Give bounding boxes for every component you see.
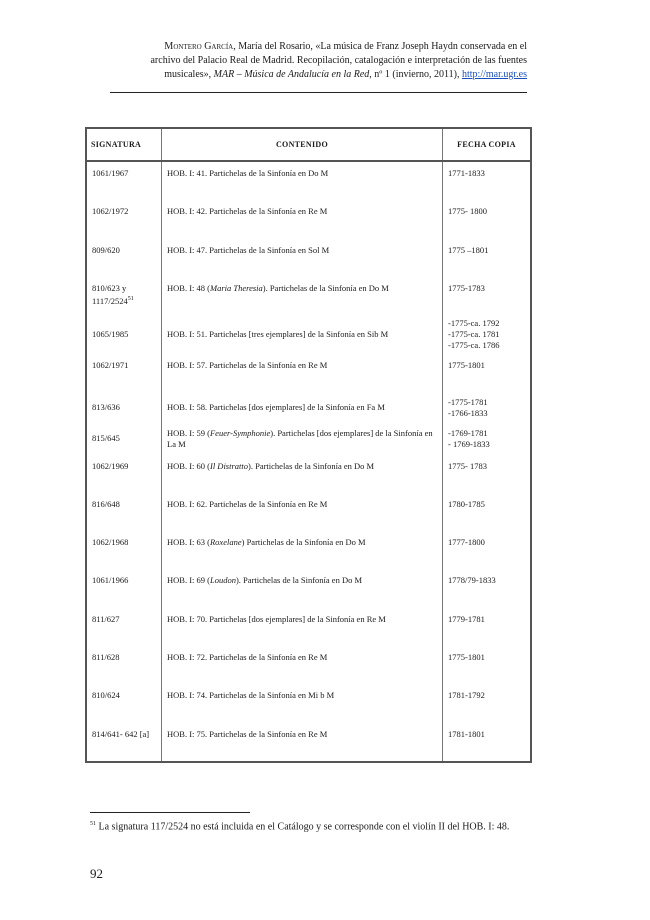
page-number: 92 (90, 866, 103, 881)
cell-signatura: 810/623 y 1117/2524$^{51}$ (87, 277, 162, 315)
cell-contenido: HOB. I: 57. Partichelas de la Sinfonía en Re M (162, 354, 443, 392)
table-row (87, 315, 530, 353)
cell-contenido: HOB. I: 70. Partichelas [dos ejemplares] de la Sinfonía en Re M (162, 608, 443, 646)
cell-contenido: HOB. I: 72. Partichelas de la Sinfonía en Re M (162, 646, 443, 684)
cell-fecha-copia: 1777-1800 (448, 537, 485, 548)
header-rule (110, 92, 527, 93)
cell-signatura: 811/627 (87, 608, 162, 646)
cell-contenido: HOB. I: 51. Partichelas [tres ejemplares] de la Sinfonía en Sib M (162, 315, 443, 353)
table-row (87, 531, 530, 569)
header-line2: archivo del Palacio Real de Madrid. Recopilación, catalogación e interpretación de las fuentes (150, 55, 527, 66)
journal-link[interactable]: http://mar.ugr.es (462, 69, 527, 80)
cell-contenido: HOB. I: 41. Partichelas de la Sinfonía en Do M (162, 161, 443, 200)
cell-signatura: 816/648 (87, 493, 162, 531)
cell-contenido: HOB. I: 62. Partichelas de la Sinfonía en Re M (162, 493, 443, 531)
cell-signatura: 814/641- 642 [a] (87, 723, 162, 761)
header-journal: MAR – Música de Andalucía en la Red (213, 69, 370, 80)
cell-contenido: HOB. I: 63 (Roxelane) Partichelas de la Sinfonía en Do M (162, 531, 443, 569)
cell-fecha-copia: 1775- 1800 (448, 206, 487, 217)
cell-fecha-copia: 1771-1833 (448, 168, 485, 178)
symphony-nickname: Maria Theresia (209, 283, 263, 294)
cell-fecha-copia: 1775-1801 (448, 652, 485, 663)
table-header-row (87, 129, 530, 161)
cell-signatura: 1062/1968 (87, 531, 162, 569)
cell-contenido: HOB. I: 48 (Maria Theresia). Partichelas de la Sinfonía en Do M (162, 277, 443, 315)
cell-fecha-copia: 1778/79-1833 (448, 575, 496, 586)
footnote-ref: 51 (127, 296, 134, 303)
cell-contenido: HOB. I: 59 (Feuer-Symphonie). Partichelas [dos ejemplares] de la Sinfonía en La M (162, 423, 443, 454)
table-row (87, 423, 530, 454)
header-line1: , María del Rosario, «La música de Franz Joseph Haydn conservada en el (233, 41, 527, 52)
cell-fecha-copia: 1781-1792 (448, 690, 485, 701)
footnote-rule (90, 812, 250, 813)
header-author: Montero García (164, 41, 234, 52)
table-row (87, 608, 530, 646)
cell-fecha-copia: 1780-1785 (448, 498, 485, 509)
table-row (87, 684, 530, 722)
header-line3b: , nº 1 (invierno, 2011), (369, 69, 462, 80)
cell-fecha-copia: 1775 –1801 (448, 244, 489, 255)
cell-fecha-copia: -1775-1781 -1766-1833 (448, 396, 488, 418)
cell-signatura: 1061/1966 (87, 569, 162, 607)
cell-contenido: HOB. I: 74. Partichelas de la Sinfonía en Mi b M (162, 684, 443, 722)
cell-fecha-copia: 1779-1781 (448, 613, 485, 624)
cell-signatura: 813/636 (87, 392, 162, 423)
cell-contenido: HOB. I: 75. Partichelas de la Sinfonía en Re M (162, 723, 443, 761)
table-row (87, 493, 530, 531)
table-row (87, 723, 530, 761)
table-row (87, 646, 530, 684)
cell-fecha-copia: -1775-ca. 1792 -1775-ca. 1781 -1775-ca. 1786 (448, 317, 500, 350)
cell-fecha-copia: -1769-1781 - 1769-1833 (448, 427, 490, 449)
table-row (87, 455, 530, 493)
table-row (87, 569, 530, 607)
cell-signatura: 1062/1972 (87, 200, 162, 238)
footnote-number: 51 (90, 821, 96, 827)
cell-signatura: 809/620 (87, 239, 162, 277)
table-row (87, 161, 530, 200)
cell-signatura: 1061/1967 (87, 161, 162, 200)
table-row (87, 392, 530, 423)
header-signatura: SIGNATURA (87, 129, 162, 161)
cell-contenido: HOB. I: 69 (Loudon). Partichelas de la Sinfonía en Do M (162, 569, 443, 607)
symphony-nickname: Roxelane (209, 537, 242, 548)
cell-signatura: 1062/1969 (87, 455, 162, 493)
cell-signatura: 810/624 (87, 684, 162, 722)
table-row (87, 239, 530, 277)
cell-fecha-copia: 1781-1801 (448, 728, 485, 739)
cell-contenido: HOB. I: 47. Partichelas de la Sinfonía en Sol M (162, 239, 443, 277)
cell-fecha-copia: 1775-1783 (448, 283, 485, 294)
cell-signatura: 1065/1985 (87, 315, 162, 353)
table-row (87, 200, 530, 238)
table-row (87, 354, 530, 392)
header-fecha-copia: FECHA COPIA (443, 129, 531, 161)
cell-contenido: HOB. I: 42. Partichelas de la Sinfonía en Re M (162, 200, 443, 238)
table-body (87, 161, 530, 761)
header-line3a: musicales», (164, 69, 214, 80)
footnote (90, 818, 527, 833)
cell-fecha-copia: 1775- 1783 (448, 460, 487, 471)
cell-signatura: 815/645 (87, 423, 162, 454)
footnote-text: La signatura 117/2524 no está incluida en el Catálogo y se corresponde con el violín II del HOB. I: 48. (96, 821, 510, 833)
table-row (87, 277, 530, 315)
cell-fecha-copia: 1775-1801 (448, 359, 485, 370)
running-header (110, 40, 527, 82)
cell-contenido: HOB. I: 58. Partichelas [dos ejemplares] de la Sinfonía en Fa M (162, 392, 443, 423)
catalog-table (85, 127, 532, 763)
symphony-nickname: Feuer-Symphonie (209, 427, 271, 438)
cell-signatura: 811/628 (87, 646, 162, 684)
cell-signatura: 1062/1971 (87, 354, 162, 392)
symphony-nickname: Il Distratto (209, 460, 249, 471)
symphony-nickname: Loudon (209, 575, 236, 586)
cell-contenido: HOB. I: 60 (Il Distratto). Partichelas de la Sinfonía en Do M (162, 455, 443, 493)
header-contenido: CONTENIDO (162, 129, 443, 161)
